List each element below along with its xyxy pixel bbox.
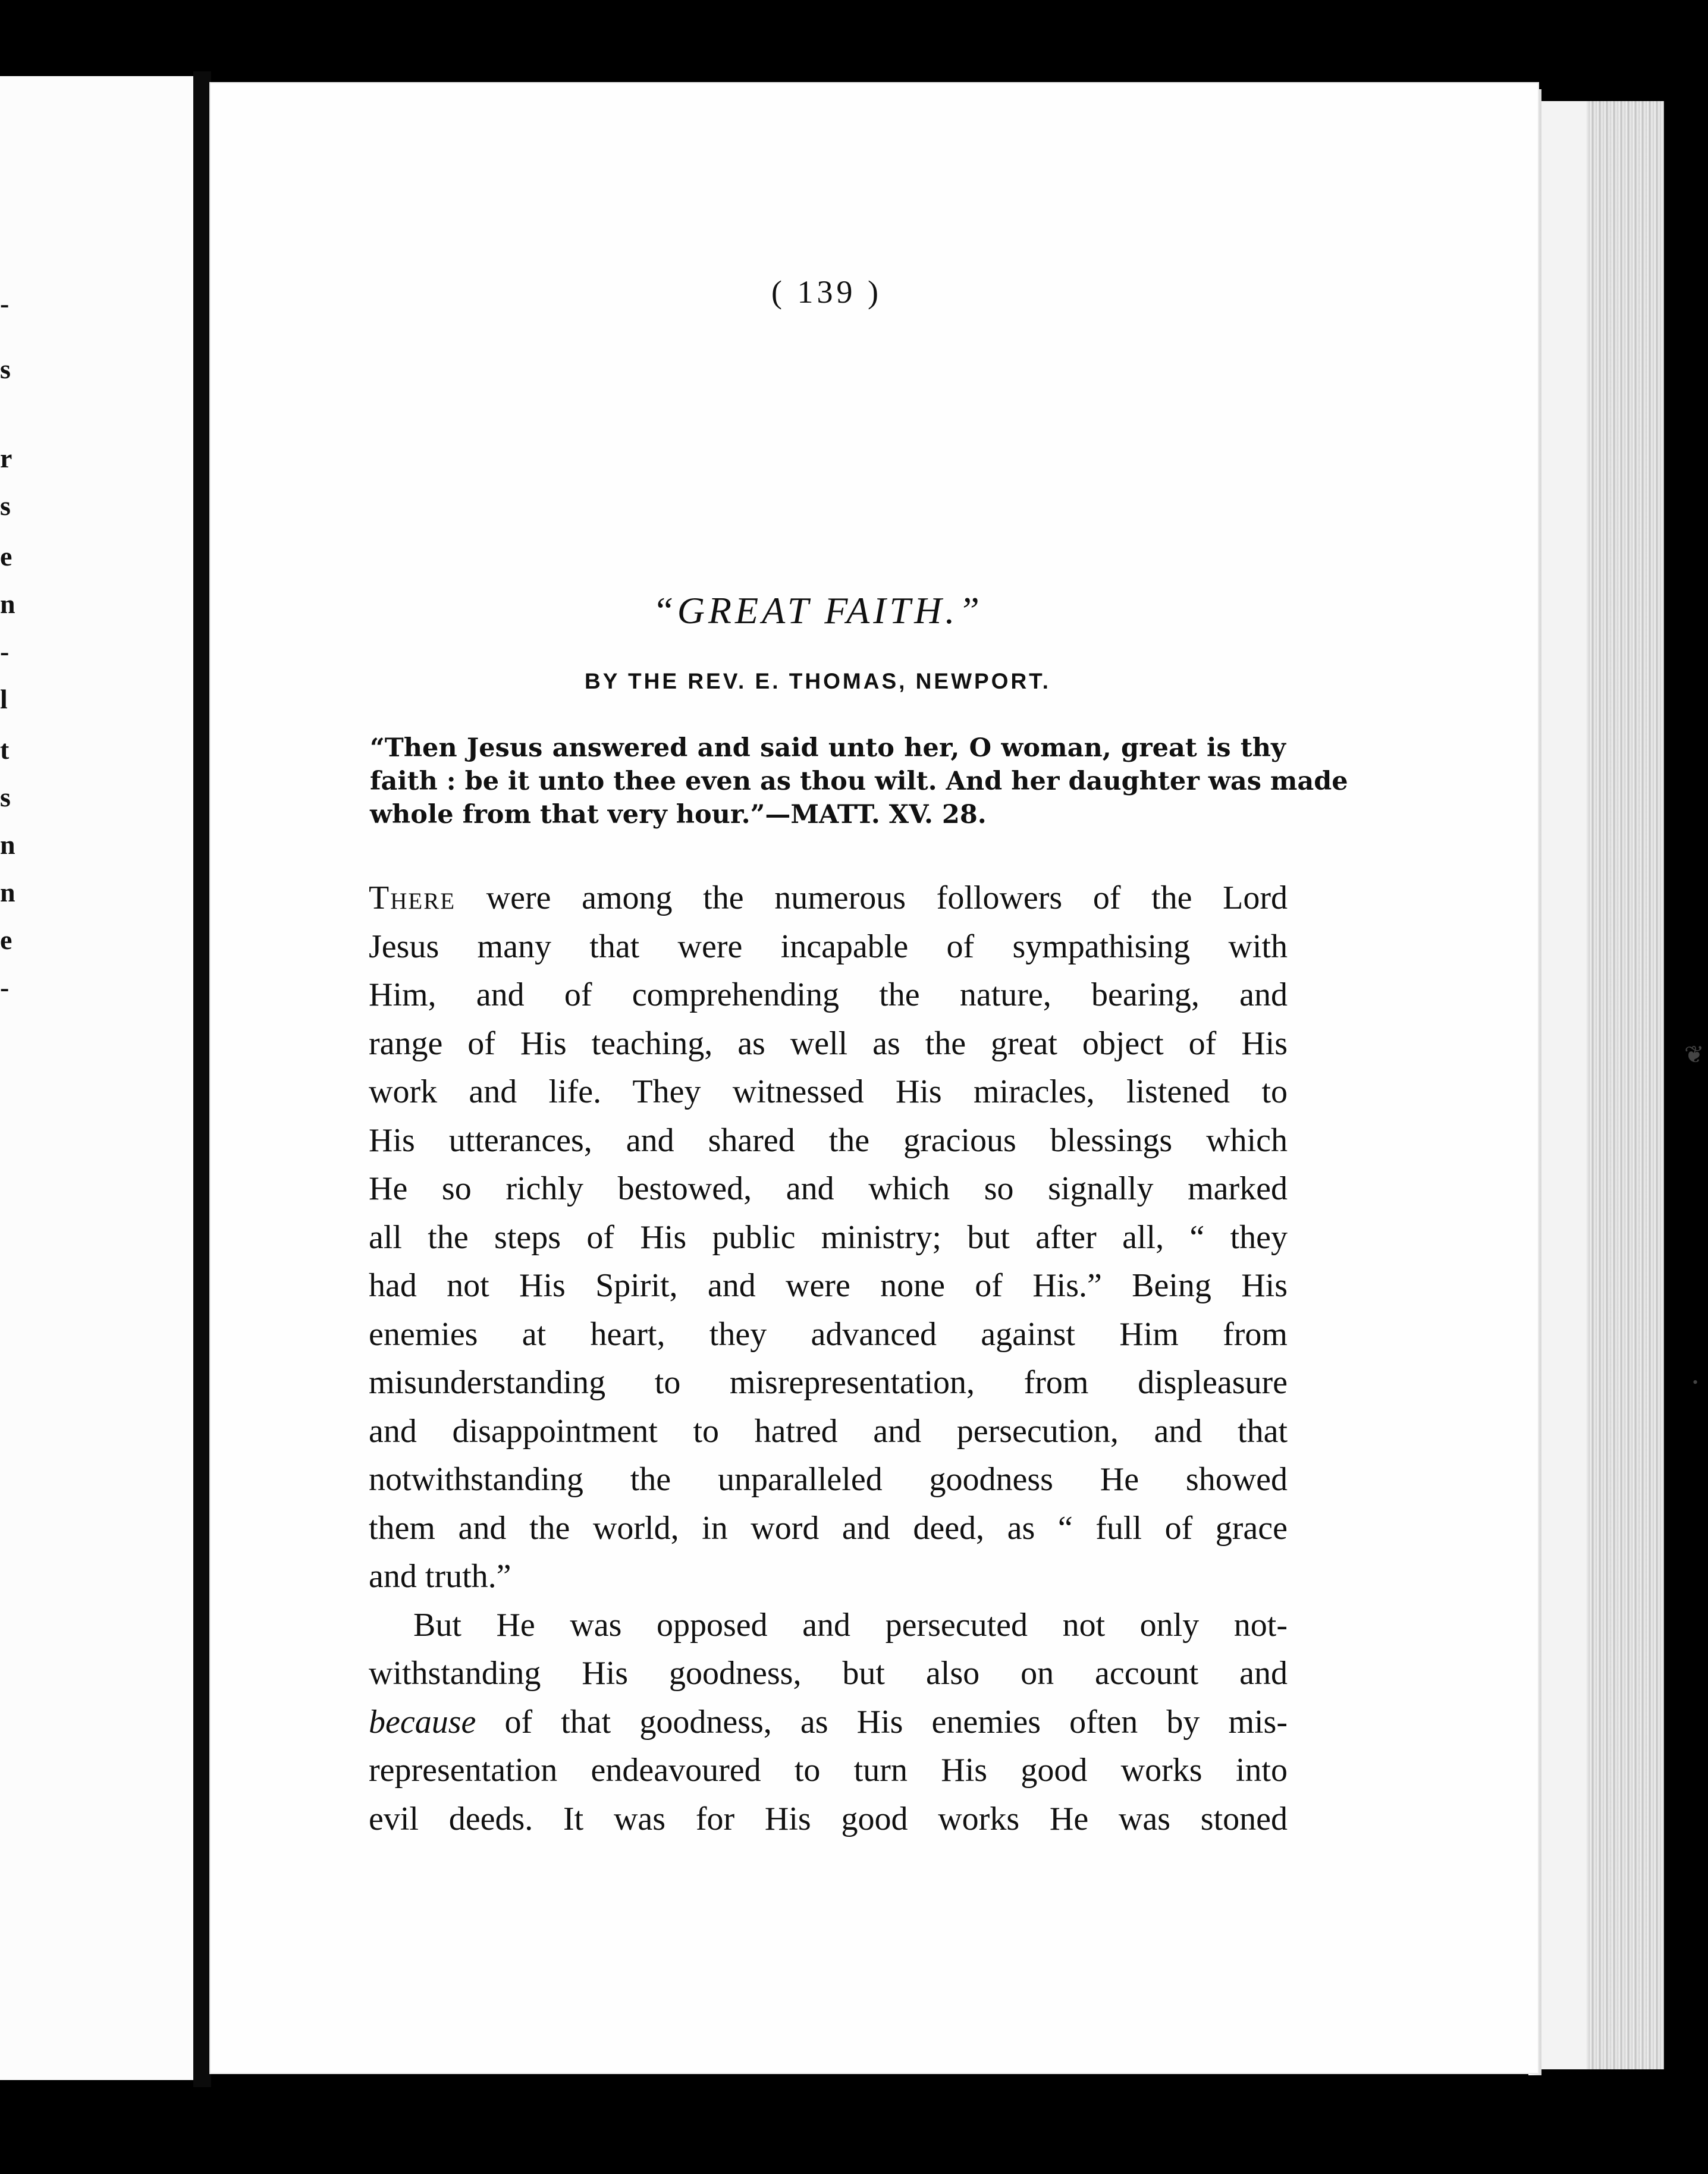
edge-letter: s: [0, 782, 11, 812]
edge-letter: e: [0, 541, 12, 571]
text-line: [369, 874, 1288, 923]
edge-speck: •: [1693, 1374, 1698, 1391]
edge-letter: e: [0, 925, 12, 955]
edge-letter: n: [0, 830, 15, 860]
text-line: He so richly bestowed, and which so signally marked: [369, 1170, 1288, 1207]
text-line: evil deeds. It was for His good works He was stoned: [369, 1800, 1288, 1837]
text-line: enemies at heart, they advanced against Him from: [369, 1315, 1288, 1353]
edge-speck: ❦: [1684, 1041, 1704, 1068]
edge-letter: n: [0, 589, 15, 619]
emphasis-word: because: [369, 1703, 476, 1741]
edge-letter: -: [0, 972, 10, 1003]
text-line: But He was opposed and persecuted not only not-: [413, 1606, 1288, 1644]
text-line: and disappointment to hatred and persecution, and that: [369, 1412, 1288, 1450]
book-gutter: [193, 71, 211, 2087]
text-line: and truth.”: [369, 1558, 511, 1595]
epigraph-line: “Then Jesus answered and said unto her, O woman, great is thy: [370, 733, 1286, 763]
scripture-epigraph: [370, 731, 1348, 831]
previous-page-letters: [0, 76, 36, 2080]
text-line: them and the world, in word and deed, as “ full of grace: [369, 1509, 1288, 1547]
text-line: misunderstanding to misrepresentation, from displeasure: [369, 1364, 1288, 1401]
text-line: withstanding His goodness, but also on account and: [369, 1655, 1288, 1692]
text-line: work and life. They witnessed His miracles, listened to: [369, 1073, 1288, 1110]
text-line: representation endeavoured to turn His good works into: [369, 1752, 1288, 1789]
text-line: His utterances, and shared the gracious blessings which: [369, 1121, 1288, 1159]
edge-letter: l: [0, 684, 8, 714]
text-line-rest: were among the numerous followers of the Lord: [456, 879, 1288, 916]
text-line: all the steps of His public ministry; but after all, “ they: [369, 1218, 1288, 1256]
text-line: range of His teaching, as well as the great object of His: [369, 1025, 1288, 1062]
body-text: [369, 874, 1288, 1843]
page-number: ( 139 ): [771, 274, 882, 310]
text-line: Jesus many that were incapable of sympathising with: [369, 928, 1288, 965]
previous-page-edge: [0, 76, 193, 2080]
edge-letter: -: [0, 636, 10, 667]
text-line: [369, 1698, 1288, 1747]
text-line: Him, and of comprehending the nature, bearing, and: [369, 976, 1288, 1013]
edge-letter: t: [0, 734, 10, 765]
text-line: had not His Spirit, and were none of His.” Being His: [369, 1267, 1288, 1304]
edge-letter: s: [0, 354, 11, 384]
author-byline: BY THE REV. E. THOMAS, NEWPORT.: [585, 669, 1051, 693]
text-line: notwithstanding the unparalleled goodness He showed: [369, 1461, 1288, 1498]
page-block-inner: [1539, 101, 1587, 2069]
edge-letter: s: [0, 491, 11, 521]
edge-letter: n: [0, 877, 15, 907]
edge-letter: -: [0, 288, 10, 319]
drop-word: There: [369, 879, 456, 916]
epigraph-line: faith : be it unto thee even as thou wilt. And her daughter was made: [370, 766, 1348, 796]
text-line-rest: of that goodness, as His enemies often by mis-: [504, 1703, 1288, 1741]
chapter-title: “GREAT FAITH.”: [652, 589, 983, 632]
edge-letter: r: [0, 443, 12, 473]
epigraph-line: whole from that very hour.”—MATT. XV. 28.: [370, 800, 987, 830]
